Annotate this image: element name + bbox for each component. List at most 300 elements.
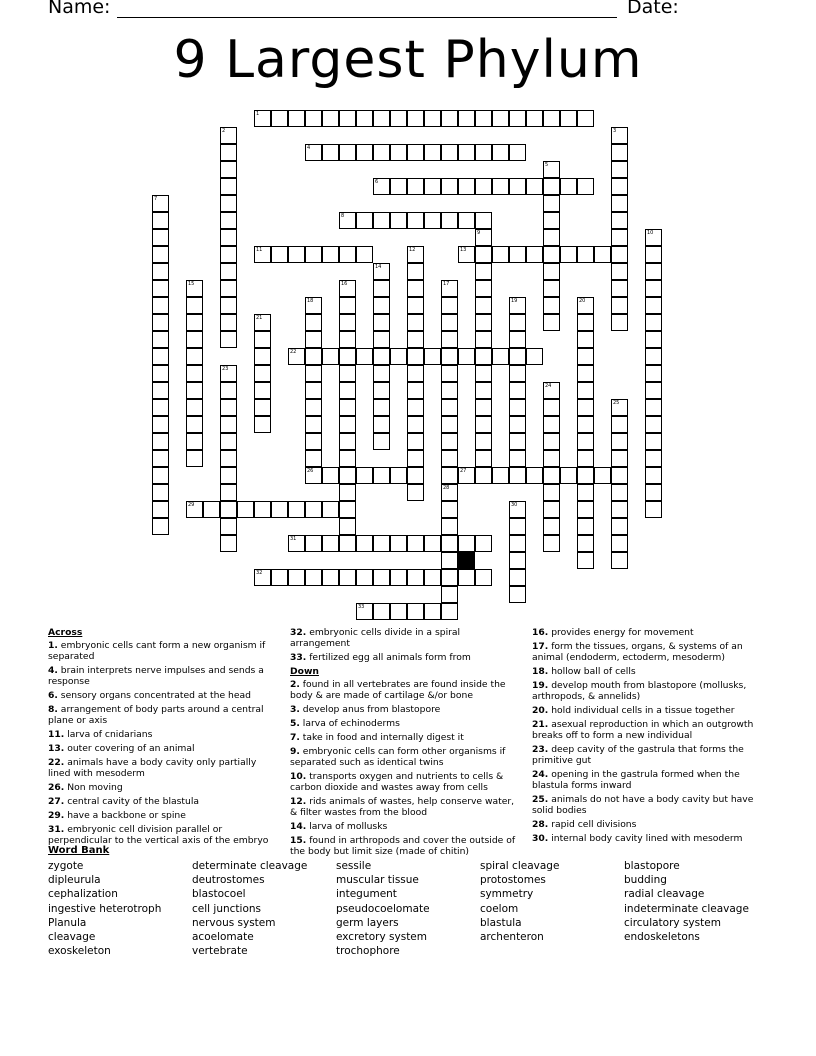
grid-cell[interactable] [356,569,373,586]
grid-cell[interactable] [254,416,271,433]
grid-cell[interactable] [339,365,356,382]
grid-cell[interactable] [441,433,458,450]
grid-cell[interactable] [645,416,662,433]
grid-cell[interactable] [526,467,543,484]
grid-cell[interactable] [390,467,407,484]
grid-cell[interactable] [509,399,526,416]
grid-cell[interactable] [475,314,492,331]
grid-cell[interactable] [305,314,322,331]
grid-cell[interactable] [339,331,356,348]
grid-cell[interactable] [305,331,322,348]
grid-cell[interactable] [390,144,407,161]
grid-cell[interactable] [611,450,628,467]
grid-cell[interactable] [186,450,203,467]
grid-cell[interactable] [543,450,560,467]
grid-cell[interactable] [220,484,237,501]
grid-cell[interactable] [407,569,424,586]
grid-cell[interactable] [356,110,373,127]
grid-cell[interactable] [475,450,492,467]
grid-cell[interactable] [254,569,271,586]
grid-cell[interactable] [254,399,271,416]
grid-cell[interactable] [492,144,509,161]
grid-cell[interactable] [424,348,441,365]
grid-cell[interactable] [543,161,560,178]
grid-cell[interactable] [237,501,254,518]
grid-cell[interactable] [645,314,662,331]
grid-cell[interactable] [254,331,271,348]
grid-cell[interactable] [475,178,492,195]
grid-cell[interactable] [509,297,526,314]
grid-cell[interactable] [390,178,407,195]
grid-cell[interactable] [407,365,424,382]
grid-cell[interactable] [543,535,560,552]
grid-cell[interactable] [254,246,271,263]
grid-cell[interactable] [305,382,322,399]
grid-cell[interactable] [356,535,373,552]
grid-cell[interactable] [458,212,475,229]
grid-cell[interactable] [492,246,509,263]
grid-cell[interactable] [220,399,237,416]
grid-cell[interactable] [441,552,458,569]
grid-cell[interactable] [458,535,475,552]
grid-cell[interactable] [305,501,322,518]
grid-cell[interactable] [441,110,458,127]
grid-cell[interactable] [407,212,424,229]
grid-cell[interactable] [322,348,339,365]
grid-cell[interactable] [509,450,526,467]
grid-cell[interactable] [577,314,594,331]
grid-cell[interactable] [373,467,390,484]
grid-cell[interactable] [339,212,356,229]
grid-cell[interactable] [407,382,424,399]
grid-cell[interactable] [441,586,458,603]
grid-cell[interactable] [220,501,237,518]
grid-cell[interactable] [339,467,356,484]
grid-cell[interactable] [611,263,628,280]
grid-cell[interactable] [577,348,594,365]
grid-cell[interactable] [611,297,628,314]
grid-cell[interactable] [475,348,492,365]
grid-cell[interactable] [254,365,271,382]
grid-cell[interactable] [441,178,458,195]
grid-cell[interactable] [407,399,424,416]
grid-cell[interactable] [458,569,475,586]
grid-cell[interactable] [407,263,424,280]
grid-cell[interactable] [152,314,169,331]
grid-cell[interactable] [373,382,390,399]
grid-cell[interactable] [407,110,424,127]
grid-cell[interactable] [611,552,628,569]
grid-cell[interactable] [441,603,458,620]
grid-cell[interactable] [339,348,356,365]
grid-cell[interactable] [611,195,628,212]
grid-cell[interactable] [186,501,203,518]
grid-cell[interactable] [577,246,594,263]
grid-cell[interactable] [441,212,458,229]
grid-cell[interactable] [577,178,594,195]
grid-cell[interactable] [458,348,475,365]
grid-cell[interactable] [356,246,373,263]
grid-cell[interactable] [645,382,662,399]
grid-cell[interactable] [220,535,237,552]
grid-cell[interactable] [645,229,662,246]
grid-cell[interactable] [509,569,526,586]
grid-cell[interactable] [577,484,594,501]
grid-cell[interactable] [220,467,237,484]
grid-cell[interactable] [509,382,526,399]
grid-cell[interactable] [305,365,322,382]
grid-cell[interactable] [390,603,407,620]
grid-cell[interactable] [254,382,271,399]
grid-cell[interactable] [509,365,526,382]
grid-cell[interactable] [577,365,594,382]
grid-cell[interactable] [645,263,662,280]
grid-cell[interactable] [509,331,526,348]
grid-cell[interactable] [509,433,526,450]
grid-cell[interactable] [475,433,492,450]
grid-cell[interactable] [220,127,237,144]
grid-cell[interactable] [424,603,441,620]
grid-cell[interactable] [441,331,458,348]
grid-cell[interactable] [543,433,560,450]
grid-cell[interactable] [441,365,458,382]
grid-cell[interactable] [509,535,526,552]
grid-cell[interactable] [305,297,322,314]
grid-cell[interactable] [220,161,237,178]
grid-cell[interactable] [441,484,458,501]
grid-cell[interactable] [373,110,390,127]
grid-cell[interactable] [152,416,169,433]
grid-cell[interactable] [152,382,169,399]
grid-cell[interactable] [407,178,424,195]
grid-cell[interactable] [560,110,577,127]
grid-cell[interactable] [373,144,390,161]
grid-cell[interactable] [186,348,203,365]
grid-cell[interactable] [441,297,458,314]
grid-cell[interactable] [288,501,305,518]
grid-cell[interactable] [441,450,458,467]
grid-cell[interactable] [543,314,560,331]
grid-cell[interactable] [560,246,577,263]
grid-cell[interactable] [611,161,628,178]
grid-cell[interactable] [424,110,441,127]
grid-cell[interactable] [305,246,322,263]
grid-cell[interactable] [186,314,203,331]
grid-cell[interactable] [475,229,492,246]
grid-cell[interactable] [373,603,390,620]
grid-cell[interactable] [152,399,169,416]
grid-cell[interactable] [611,229,628,246]
grid-cell[interactable] [339,246,356,263]
grid-cell[interactable] [560,178,577,195]
grid-cell[interactable] [339,501,356,518]
grid-cell[interactable] [152,280,169,297]
grid-cell[interactable] [645,365,662,382]
grid-cell[interactable] [220,382,237,399]
grid-cell[interactable] [407,280,424,297]
grid-cell[interactable] [441,314,458,331]
grid-cell[interactable] [543,297,560,314]
grid-cell[interactable] [611,416,628,433]
grid-cell[interactable] [305,433,322,450]
grid-cell[interactable] [152,195,169,212]
grid-cell[interactable] [645,280,662,297]
grid-cell[interactable] [577,110,594,127]
grid-cell[interactable] [356,348,373,365]
grid-cell[interactable] [577,331,594,348]
grid-cell[interactable] [220,433,237,450]
grid-cell[interactable] [373,348,390,365]
grid-cell[interactable] [543,246,560,263]
grid-cell[interactable] [543,280,560,297]
grid-cell[interactable] [475,416,492,433]
grid-cell[interactable] [611,178,628,195]
grid-cell[interactable] [526,348,543,365]
grid-cell[interactable] [220,416,237,433]
grid-cell[interactable] [356,603,373,620]
grid-cell[interactable] [441,280,458,297]
grid-cell[interactable] [373,297,390,314]
grid-cell[interactable] [373,263,390,280]
grid-cell[interactable] [322,467,339,484]
grid-cell[interactable] [186,399,203,416]
grid-cell[interactable] [186,280,203,297]
grid-cell[interactable] [339,280,356,297]
grid-cell[interactable] [186,297,203,314]
grid-cell[interactable] [271,110,288,127]
grid-cell[interactable] [645,297,662,314]
grid-cell[interactable] [441,348,458,365]
grid-cell[interactable] [475,467,492,484]
grid-cell[interactable] [373,433,390,450]
grid-cell[interactable] [645,348,662,365]
grid-cell[interactable] [424,212,441,229]
grid-cell[interactable] [645,450,662,467]
grid-cell[interactable] [254,501,271,518]
grid-cell[interactable] [475,263,492,280]
grid-cell[interactable] [645,399,662,416]
grid-cell[interactable] [203,501,220,518]
grid-cell[interactable] [254,314,271,331]
grid-cell[interactable] [373,314,390,331]
grid-cell[interactable] [407,297,424,314]
grid-cell[interactable] [441,518,458,535]
grid-cell[interactable] [339,314,356,331]
grid-cell[interactable] [373,416,390,433]
grid-cell[interactable] [373,535,390,552]
grid-cell[interactable] [475,212,492,229]
grid-cell[interactable] [152,433,169,450]
grid-cell[interactable] [339,416,356,433]
grid-cell[interactable] [356,212,373,229]
grid-cell[interactable] [509,416,526,433]
grid-cell[interactable] [475,110,492,127]
grid-cell[interactable] [526,246,543,263]
grid-cell[interactable] [543,195,560,212]
grid-cell[interactable] [322,144,339,161]
grid-cell[interactable] [356,467,373,484]
grid-cell[interactable] [152,467,169,484]
grid-cell[interactable] [611,144,628,161]
grid-cell[interactable] [322,246,339,263]
grid-cell[interactable] [339,399,356,416]
grid-cell[interactable] [407,348,424,365]
grid-cell[interactable] [220,518,237,535]
grid-cell[interactable] [543,212,560,229]
grid-cell[interactable] [424,144,441,161]
grid-cell[interactable] [288,246,305,263]
grid-cell[interactable] [492,348,509,365]
grid-cell[interactable] [577,416,594,433]
grid-cell[interactable] [407,144,424,161]
grid-cell[interactable] [441,501,458,518]
grid-cell[interactable] [152,348,169,365]
grid-cell[interactable] [577,501,594,518]
grid-cell[interactable] [424,178,441,195]
grid-cell[interactable] [611,518,628,535]
grid-cell[interactable] [356,144,373,161]
grid-cell[interactable] [390,110,407,127]
grid-cell[interactable] [152,450,169,467]
grid-cell[interactable] [509,314,526,331]
grid-cell[interactable] [407,433,424,450]
grid-cell[interactable] [458,144,475,161]
grid-cell[interactable] [577,467,594,484]
grid-cell[interactable] [186,416,203,433]
grid-cell[interactable] [339,484,356,501]
grid-cell[interactable] [373,178,390,195]
grid-cell[interactable] [152,246,169,263]
grid-cell[interactable] [407,484,424,501]
grid-cell[interactable] [373,212,390,229]
grid-cell[interactable] [288,535,305,552]
grid-cell[interactable] [407,331,424,348]
grid-cell[interactable] [407,314,424,331]
grid-cell[interactable] [577,450,594,467]
grid-cell[interactable] [424,569,441,586]
grid-cell[interactable] [407,603,424,620]
grid-cell[interactable] [288,348,305,365]
grid-cell[interactable] [475,399,492,416]
grid-cell[interactable] [492,467,509,484]
grid-cell[interactable] [543,467,560,484]
grid-cell[interactable] [509,178,526,195]
grid-cell[interactable] [645,501,662,518]
grid-cell[interactable] [458,467,475,484]
grid-cell[interactable] [543,229,560,246]
grid-cell[interactable] [509,501,526,518]
grid-cell[interactable] [186,331,203,348]
grid-cell[interactable] [339,382,356,399]
grid-cell[interactable] [305,110,322,127]
grid-cell[interactable] [611,212,628,229]
grid-cell[interactable] [577,382,594,399]
grid-cell[interactable] [543,382,560,399]
grid-cell[interactable] [577,535,594,552]
grid-cell[interactable] [475,297,492,314]
grid-cell[interactable] [305,144,322,161]
grid-cell[interactable] [152,518,169,535]
grid-cell[interactable] [475,569,492,586]
grid-cell[interactable] [152,297,169,314]
grid-cell[interactable] [339,110,356,127]
grid-cell[interactable] [220,297,237,314]
grid-cell[interactable] [611,246,628,263]
grid-cell[interactable] [543,484,560,501]
grid-cell[interactable] [458,246,475,263]
grid-cell[interactable] [475,144,492,161]
grid-cell[interactable] [526,178,543,195]
grid-cell[interactable] [577,552,594,569]
grid-cell[interactable] [492,110,509,127]
grid-cell[interactable] [458,110,475,127]
grid-cell[interactable] [390,348,407,365]
grid-cell[interactable] [611,127,628,144]
grid-cell[interactable] [577,433,594,450]
grid-cell[interactable] [577,518,594,535]
grid-cell[interactable] [305,416,322,433]
grid-cell[interactable] [339,450,356,467]
grid-cell[interactable] [254,110,271,127]
grid-cell[interactable] [611,280,628,297]
grid-cell[interactable] [288,110,305,127]
grid-cell[interactable] [220,280,237,297]
grid-cell[interactable] [220,314,237,331]
grid-cell[interactable] [322,569,339,586]
grid-cell[interactable] [390,569,407,586]
grid-cell[interactable] [254,348,271,365]
grid-cell[interactable] [543,178,560,195]
grid-cell[interactable] [509,348,526,365]
grid-cell[interactable] [186,365,203,382]
grid-cell[interactable] [271,569,288,586]
grid-cell[interactable] [475,365,492,382]
grid-cell[interactable] [475,246,492,263]
grid-cell[interactable] [407,450,424,467]
grid-cell[interactable] [152,263,169,280]
grid-cell[interactable] [441,382,458,399]
grid-cell[interactable] [611,314,628,331]
grid-cell[interactable] [322,535,339,552]
grid-cell[interactable] [373,399,390,416]
grid-cell[interactable] [373,365,390,382]
grid-cell[interactable] [543,263,560,280]
grid-cell[interactable] [220,229,237,246]
grid-cell[interactable] [611,467,628,484]
grid-cell[interactable] [611,484,628,501]
grid-cell[interactable] [220,450,237,467]
grid-cell[interactable] [645,484,662,501]
grid-cell[interactable] [509,110,526,127]
grid-cell[interactable] [220,178,237,195]
grid-cell[interactable] [577,399,594,416]
grid-cell[interactable] [390,212,407,229]
grid-cell[interactable] [220,212,237,229]
grid-cell[interactable] [577,297,594,314]
grid-cell[interactable] [220,144,237,161]
grid-cell[interactable] [288,569,305,586]
grid-cell[interactable] [594,246,611,263]
grid-cell[interactable] [645,331,662,348]
grid-cell[interactable] [152,501,169,518]
grid-cell[interactable] [560,467,577,484]
grid-cell[interactable] [339,535,356,552]
grid-cell[interactable] [509,144,526,161]
grid-cell[interactable] [152,484,169,501]
grid-cell[interactable] [305,450,322,467]
grid-cell[interactable] [407,416,424,433]
grid-cell[interactable] [373,280,390,297]
